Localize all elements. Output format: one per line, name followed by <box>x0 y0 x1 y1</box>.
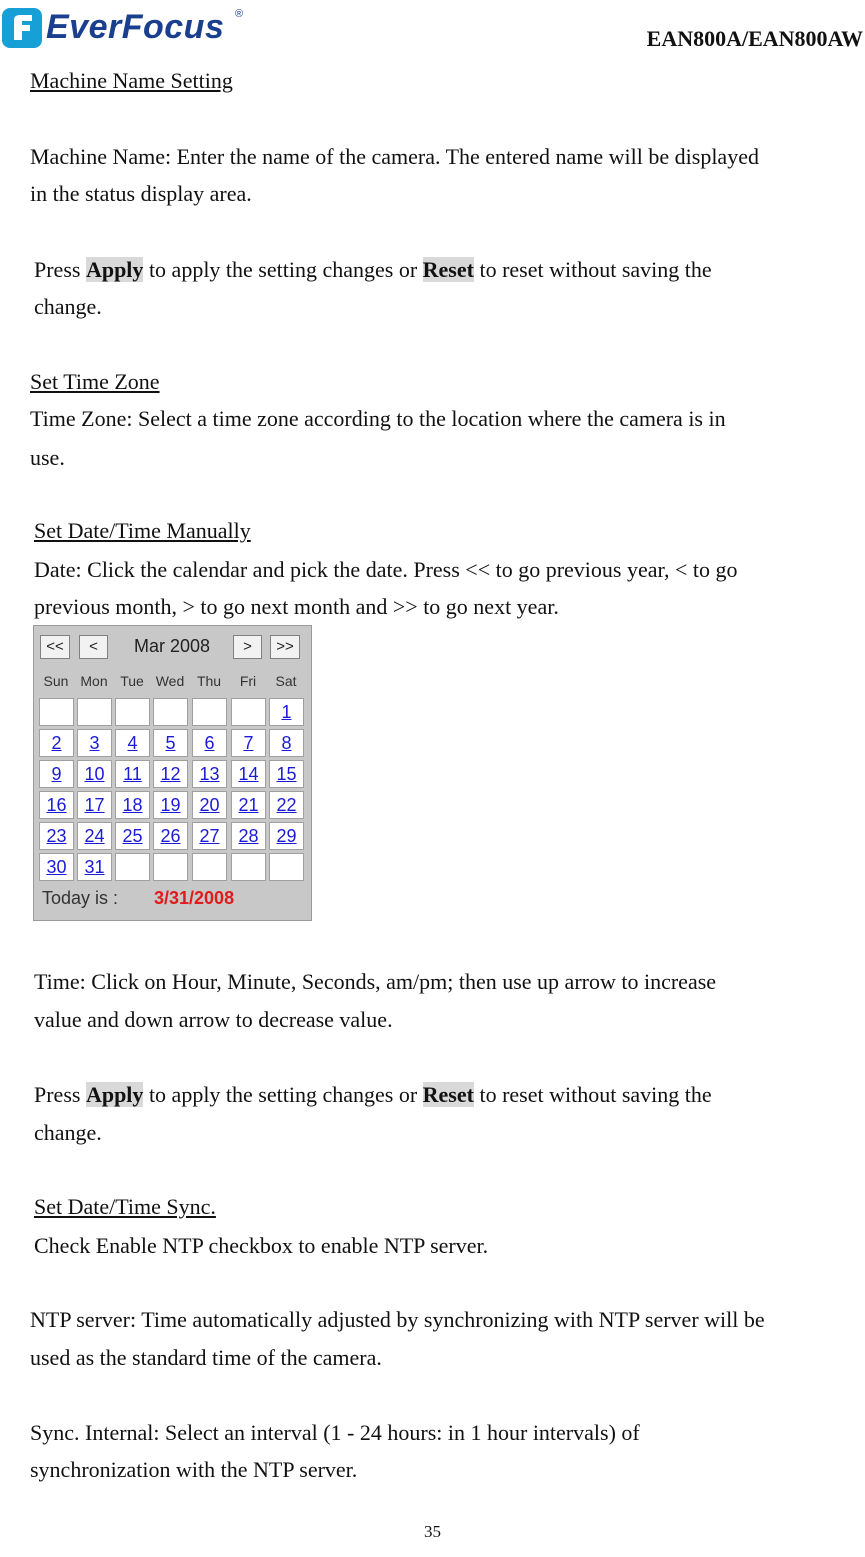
sync-text-1: Check Enable NTP checkbox to enable NTP server. <box>34 1233 489 1258</box>
ntp-text-2: used as the standard time of the camera. <box>30 1345 382 1370</box>
next-month-button[interactable]: > <box>233 635 262 659</box>
weekday-label: Tue <box>120 673 144 689</box>
calendar-empty-cell <box>231 698 266 726</box>
calendar-empty-cell <box>115 698 150 726</box>
next-year-button[interactable]: >> <box>270 635 300 659</box>
logo-mark-icon <box>0 6 44 50</box>
machine-name-text-2: in the status display area. <box>30 181 252 206</box>
calendar-empty-cell <box>115 853 150 881</box>
time-text-1: Time: Click on Hour, Minute, Seconds, am/pm; then use up arrow to increase <box>34 969 717 994</box>
calendar-day-cell[interactable]: 17 <box>77 791 112 819</box>
calendar-day-cell[interactable]: 1 <box>269 698 304 726</box>
page-number: 35 <box>424 1522 441 1541</box>
calendar-day-cell[interactable]: 8 <box>269 729 304 757</box>
ntp-text-1: NTP server: Time automatically adjusted by synchronizing with NTP server will be <box>30 1307 765 1332</box>
prev-year-button[interactable]: << <box>40 635 70 659</box>
calendar-day-cell[interactable]: 18 <box>115 791 150 819</box>
calendar-day-cell[interactable]: 20 <box>192 791 227 819</box>
machine-name-heading: Machine Name Setting <box>30 68 233 93</box>
calendar-day-cell[interactable]: 14 <box>231 760 266 788</box>
time-zone-heading: Set Time Zone <box>30 369 160 394</box>
calendar-day-cell[interactable]: 6 <box>192 729 227 757</box>
calendar-day-cell[interactable]: 7 <box>231 729 266 757</box>
weekday-label: Sat <box>275 673 297 689</box>
calendar-day-cell[interactable]: 22 <box>269 791 304 819</box>
calendar-day-cell[interactable]: 11 <box>115 760 150 788</box>
press-text: Press <box>34 257 86 282</box>
press-post-text: to reset without saving the <box>473 257 712 282</box>
apply-term: Apply <box>85 1082 144 1107</box>
reset-term: Reset <box>422 257 474 282</box>
interval-text-2: synchronization with the NTP server. <box>30 1457 358 1482</box>
calendar-day-cell[interactable]: 28 <box>231 822 266 850</box>
calendar-day-cell[interactable]: 12 <box>153 760 188 788</box>
calendar-day-cell[interactable]: 26 <box>153 822 188 850</box>
calendar-day-cell[interactable]: 31 <box>77 853 112 881</box>
date-text-2: previous month, > to go next month and >> to go next year. <box>34 594 559 619</box>
calendar-day-cell[interactable]: 24 <box>77 822 112 850</box>
machine-name-text-1: Machine Name: Enter the name of the camera. The entered name will be displayed <box>30 144 759 169</box>
registered-mark: ® <box>235 8 244 20</box>
press-mid-text: to apply the setting changes or <box>143 1082 423 1107</box>
calendar-widget <box>33 625 312 921</box>
press-post-text: to reset without saving the <box>473 1082 712 1107</box>
calendar-day-cell[interactable]: 13 <box>192 760 227 788</box>
reset-term: Reset <box>422 1082 474 1107</box>
calendar-empty-cell <box>39 698 74 726</box>
everfocus-logo <box>0 2 250 50</box>
press-text: Press <box>34 1082 86 1107</box>
today-label: Today is : <box>42 888 119 908</box>
calendar-day-cell[interactable]: 3 <box>77 729 112 757</box>
weekday-label: Mon <box>80 673 108 689</box>
sync-heading: Set Date/Time Sync. <box>34 1194 216 1219</box>
weekday-label: Thu <box>196 673 222 689</box>
interval-text-1: Sync. Internal: Select an interval (1 - 24 hours: in 1 hour intervals) of <box>30 1420 640 1445</box>
calendar-day-cell[interactable]: 9 <box>39 760 74 788</box>
calendar-day-cell[interactable]: 19 <box>153 791 188 819</box>
calendar-day-cell[interactable]: 30 <box>39 853 74 881</box>
weekday-label: Wed <box>155 673 185 689</box>
calendar-empty-cell <box>192 853 227 881</box>
weekday-label: Fri <box>239 673 257 689</box>
time-text-2: value and down arrow to decrease value. <box>34 1007 393 1032</box>
calendar-day-cell[interactable]: 29 <box>269 822 304 850</box>
calendar-day-cell[interactable]: 27 <box>192 822 227 850</box>
calendar-day-cell[interactable]: 21 <box>231 791 266 819</box>
date-text-1: Date: Click the calendar and pick the date. Press << to go previous year, < to go <box>34 557 738 582</box>
prev-month-button[interactable]: < <box>79 635 108 659</box>
today-value[interactable]: 3/31/2008 <box>154 888 235 908</box>
calendar-empty-cell <box>192 698 227 726</box>
change-text-1: change. <box>34 294 102 319</box>
calendar-day-cell[interactable]: 4 <box>115 729 150 757</box>
calendar-empty-cell <box>153 853 188 881</box>
calendar-day-cell[interactable]: 16 <box>39 791 74 819</box>
weekday-label: Sun <box>43 673 69 689</box>
calendar-empty-cell <box>269 853 304 881</box>
calendar-month-label: Mar 2008 <box>133 636 211 656</box>
change-text-2: change. <box>34 1120 102 1145</box>
manual-heading: Set Date/Time Manually <box>34 518 251 543</box>
brand-wordmark: EverFocus <box>46 8 225 46</box>
calendar-day-cell[interactable]: 25 <box>115 822 150 850</box>
time-zone-text-2: use. <box>30 445 65 470</box>
press-apply-paragraph-2 <box>34 1082 712 1108</box>
press-mid-text: to apply the setting changes or <box>143 257 423 282</box>
apply-term: Apply <box>85 257 144 282</box>
press-apply-paragraph-1 <box>34 257 712 283</box>
calendar-day-cell[interactable]: 5 <box>153 729 188 757</box>
calendar-day-cell[interactable]: 2 <box>39 729 74 757</box>
calendar-empty-cell <box>77 698 112 726</box>
calendar-day-cell[interactable]: 23 <box>39 822 74 850</box>
calendar-empty-cell <box>231 853 266 881</box>
calendar-empty-cell <box>153 698 188 726</box>
time-zone-text-1: Time Zone: Select a time zone according to the location where the camera is in <box>30 406 726 431</box>
model-header: EAN800A/EAN800AW <box>646 26 863 51</box>
calendar-day-cell[interactable]: 15 <box>269 760 304 788</box>
calendar-day-cell[interactable]: 10 <box>77 760 112 788</box>
